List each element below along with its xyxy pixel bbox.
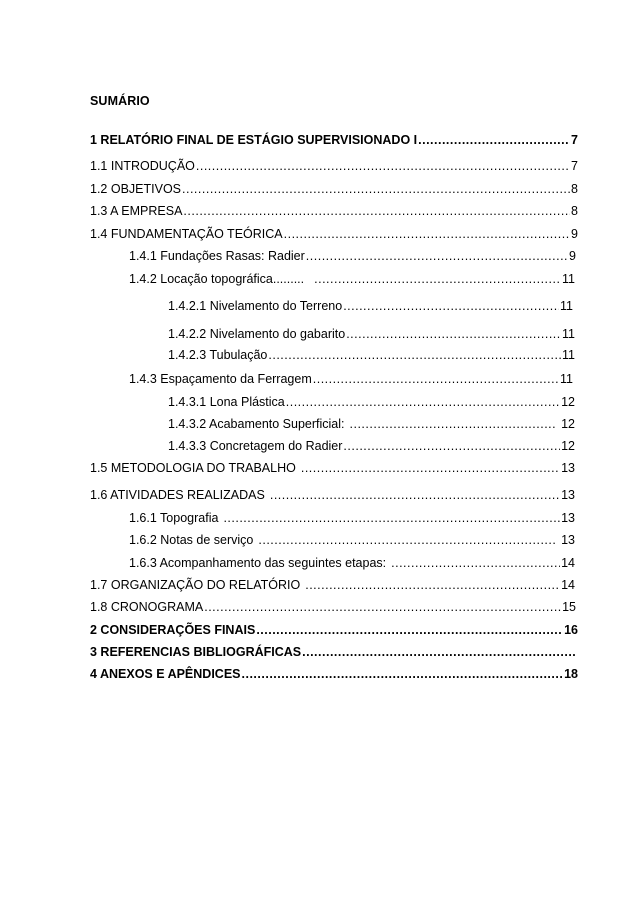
toc-leader-dots	[223, 510, 560, 526]
toc-leader-dots	[183, 203, 570, 219]
toc-leader-dots	[182, 181, 570, 197]
toc-entry-label: 1.4.2 Locação topográfica.........	[129, 272, 305, 286]
toc-entry-label: 1.1 INTRODUÇÃO	[90, 159, 195, 173]
toc-entry[interactable]	[129, 555, 575, 571]
toc-entry-page: 11	[560, 299, 573, 313]
toc-entry-page: 12	[561, 439, 575, 453]
toc-entry[interactable]	[90, 599, 576, 615]
toc-leader-dots	[302, 644, 577, 660]
toc-entry-page: 14	[561, 556, 575, 570]
toc-leader-dots	[346, 326, 561, 342]
toc-entry-page: 13	[561, 488, 575, 502]
toc-entry-page: 9	[571, 227, 578, 241]
toc-leader-dots	[418, 132, 570, 148]
toc-entry-label: 1 RELATÓRIO FINAL DE ESTÁGIO SUPERVISIONADO I	[90, 133, 418, 147]
toc-leader-dots	[301, 460, 560, 476]
toc-entry-page: 13	[561, 511, 575, 525]
toc-leader-dots	[350, 416, 557, 432]
toc-entry-page: 11	[562, 327, 575, 341]
toc-leader-dots	[204, 599, 561, 615]
toc-entry-page: 7	[571, 133, 578, 147]
toc-entry-page: 12	[561, 395, 575, 409]
toc-entry[interactable]	[129, 371, 573, 387]
toc-entry-page: 13	[561, 461, 575, 475]
toc-entry[interactable]	[168, 347, 575, 363]
toc-entry[interactable]	[129, 271, 575, 287]
toc-entry[interactable]	[168, 438, 575, 454]
toc-leader-dots	[343, 438, 560, 454]
toc-entry[interactable]	[129, 248, 576, 264]
toc-entry-page: 12	[561, 417, 575, 431]
toc-leader-dots	[305, 577, 560, 593]
toc-entry-label: 1.3 A EMPRESA	[90, 204, 183, 218]
toc-entry-label: 4 ANEXOS E APÊNDICES	[90, 667, 241, 681]
toc-entry-label: 1.4.3.2 Acabamento Superficial:	[168, 417, 345, 431]
toc-entry-label: 1.4.1 Fundações Rasas: Radier	[129, 249, 305, 263]
toc-leader-dots	[343, 298, 559, 314]
toc-entry-label: 1.4.2.2 Nivelamento do gabarito	[168, 327, 346, 341]
toc-entry[interactable]	[168, 326, 575, 342]
toc-entry-label: 1.4 FUNDAMENTAÇÃO TEÓRICA	[90, 227, 283, 241]
toc-entry-page: 16	[564, 623, 578, 637]
toc-entry-label: 3 REFERENCIAS BIBLIOGRÁFICAS	[90, 645, 302, 659]
toc-entry[interactable]	[90, 460, 575, 476]
toc-leader-dots	[284, 226, 570, 242]
toc-entry-page: 14	[561, 578, 575, 592]
toc-entry-label: 1.2 OBJETIVOS	[90, 182, 182, 196]
toc-entry-page: 9	[569, 249, 576, 263]
toc-entry[interactable]	[129, 510, 575, 526]
toc-entry-page: 11	[562, 348, 575, 362]
toc-entry-label: 1.6 ATIVIDADES REALIZADAS	[90, 488, 265, 502]
toc-leader-dots	[256, 622, 563, 638]
toc-entry[interactable]	[90, 644, 578, 660]
toc-entry-page: 18	[564, 667, 578, 681]
toc-entry-label: 2 CONSIDERAÇÕES FINAIS	[90, 623, 256, 637]
toc-leader-dots	[270, 487, 560, 503]
toc-entry-label: 1.5 METODOLOGIA DO TRABALHO	[90, 461, 296, 475]
toc-entry[interactable]	[90, 226, 578, 242]
toc-entry[interactable]	[168, 298, 573, 314]
toc-entry[interactable]	[90, 622, 578, 638]
toc-entry-label: 1.4.3 Espaçamento da Ferragem	[129, 372, 312, 386]
toc-entry[interactable]	[168, 416, 575, 432]
toc-entry-page: 8	[571, 182, 578, 196]
toc-entry-label: 1.7 ORGANIZAÇÃO DO RELATÓRIO	[90, 578, 301, 592]
toc-entry[interactable]	[129, 532, 575, 548]
toc-entry-label: 1.4.3.3 Concretagem do Radier	[168, 439, 343, 453]
toc-entry[interactable]	[90, 577, 575, 593]
toc-entry-page: 7	[571, 159, 578, 173]
toc-leader-dots	[391, 555, 560, 571]
toc-entry[interactable]	[90, 181, 578, 197]
toc-entry-label: 1.8 CRONOGRAMA	[90, 600, 204, 614]
toc-entry-label: 1.6.3 Acompanhamento das seguintes etapas:	[129, 556, 387, 570]
toc-leader-dots	[242, 666, 564, 682]
toc-entry[interactable]	[90, 487, 575, 503]
toc-entry[interactable]	[90, 666, 578, 682]
page-title: SUMÁRIO	[90, 94, 150, 108]
toc-entry-page: 8	[571, 204, 578, 218]
toc-entry[interactable]	[168, 394, 575, 410]
toc-entry-page: 11	[560, 372, 573, 386]
toc-leader-dots	[306, 248, 568, 264]
toc-leader-dots	[258, 532, 556, 548]
toc-leader-dots	[196, 158, 570, 174]
toc-entry-label: 1.6.2 Notas de serviço	[129, 533, 254, 547]
toc-entry[interactable]	[90, 203, 578, 219]
toc-leader-dots	[268, 347, 561, 363]
toc-entry[interactable]	[90, 132, 578, 148]
toc-leader-dots	[286, 394, 560, 410]
toc-entry-label: 1.4.2.1 Nivelamento do Terreno	[168, 299, 343, 313]
toc-entry-page: 15	[562, 600, 576, 614]
toc-entry-label: 1.6.1 Topografia	[129, 511, 219, 525]
toc-leader-dots	[313, 371, 559, 387]
toc-entry-page: 11	[562, 272, 575, 286]
toc-entry-page: 13	[561, 533, 575, 547]
toc-entry-label: 1.4.2.3 Tubulação	[168, 348, 268, 362]
toc-entry[interactable]	[90, 158, 578, 174]
toc-leader-dots	[314, 271, 561, 287]
toc-entry-label: 1.4.3.1 Lona Plástica	[168, 395, 285, 409]
